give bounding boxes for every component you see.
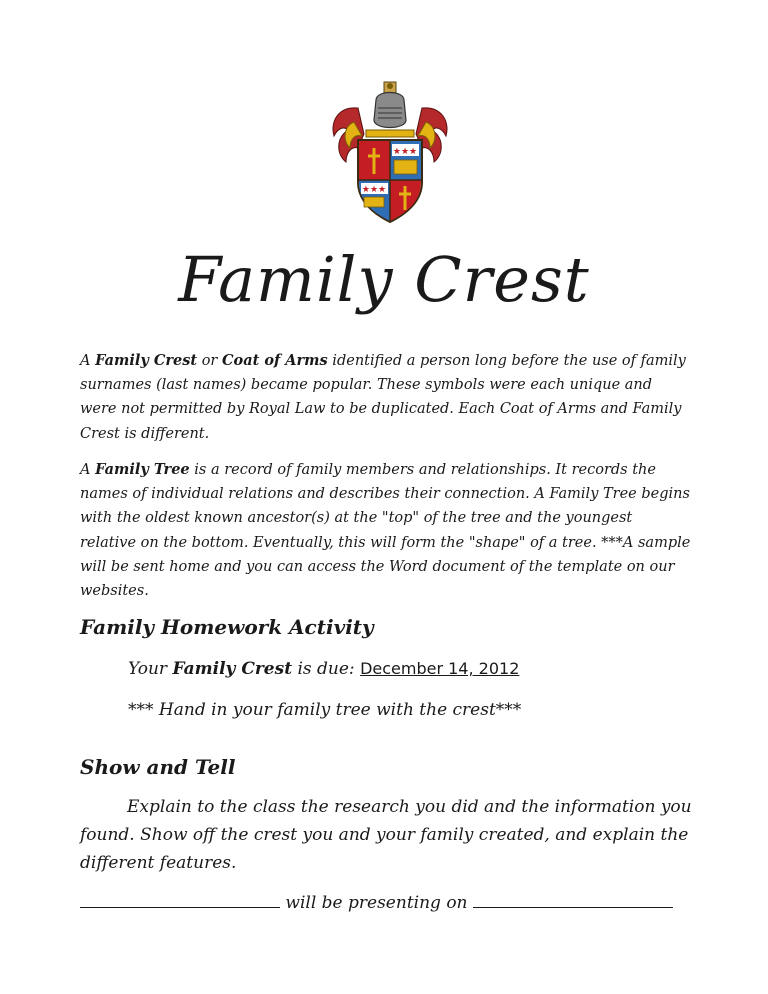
p2-text-a: A <box>80 462 96 478</box>
presenter-name-blank[interactable] <box>80 890 280 908</box>
svg-text:★★★: ★★★ <box>361 185 387 195</box>
show-and-tell-heading: Show and Tell <box>80 755 236 779</box>
term-coat-of-arms: Coat of Arms <box>221 352 328 369</box>
presenting-date-blank[interactable] <box>473 890 673 908</box>
intro-paragraph-crest <box>80 349 692 446</box>
page-title: Family Crest <box>178 243 590 316</box>
homework-heading: Family Homework Activity <box>80 615 374 639</box>
term-family-crest: Family Crest <box>95 352 198 369</box>
due-mid: is due: <box>292 659 361 679</box>
hand-in-note: *** Hand in your family tree with the crest*** <box>128 700 522 720</box>
coat-of-arms-icon <box>328 78 452 224</box>
p2-text-b: is a record of family members and relationships. It records the names of individual relations and describes their connection. A Family Tree begins with the oldest known ancestor(s) at the "top" of the tree and the youngest relative on the bottom. Eventually, this will form the "shape" of a tree. ***A sample will be sent home and you can access the Word document of the template on our websites. <box>80 462 691 600</box>
svg-text:★★★: ★★★ <box>392 147 418 157</box>
p1-text-c: identified a person long before the use of family surnames (last names) became popular. These symbols were each unique and were not permitted by Royal Law to be duplicated. Each Coat of Arms and Family Crest is different. <box>80 353 686 442</box>
show-and-tell-text: Explain to the class the research you did and the information you found. Show off the crest you and your family created, and explain the different features. <box>80 797 692 873</box>
term-family-tree: Family Tree <box>95 461 190 478</box>
intro-paragraph-tree <box>80 458 692 603</box>
due-date: December 14, 2012 <box>360 659 520 678</box>
presenting-line <box>80 890 710 916</box>
due-prefix: Your <box>128 659 173 679</box>
due-term: Family Crest <box>172 659 293 679</box>
presenting-text: will be presenting on <box>280 893 473 913</box>
p1-text-a: A <box>80 353 96 369</box>
p1-text-b: or <box>197 353 222 369</box>
due-line <box>128 656 519 682</box>
